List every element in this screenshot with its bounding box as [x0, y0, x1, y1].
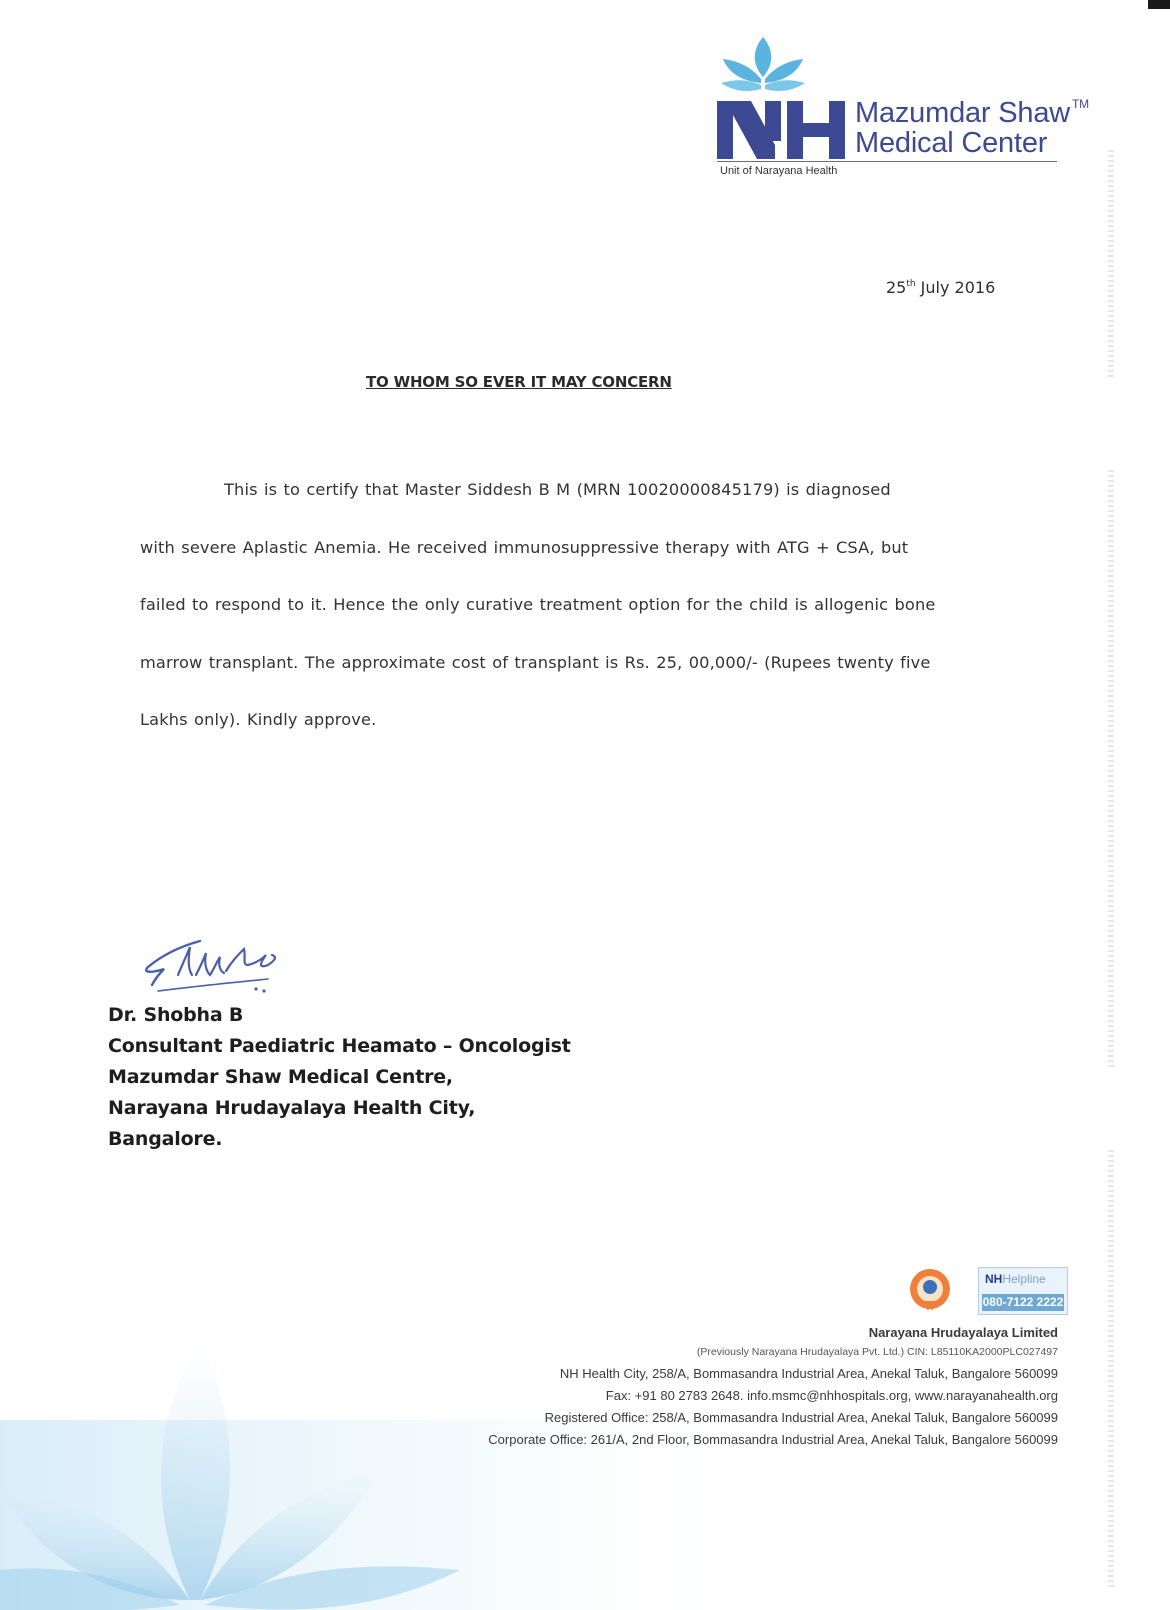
- footer-badges: [906, 1265, 1066, 1315]
- footer-address-block: [488, 1325, 1058, 1451]
- helpline-number: 080-7122 2222: [982, 1295, 1064, 1309]
- hospital-address: NH Health City, 258/A, Bommasandra Industrial Area, Anekal Taluk, Bangalore 560099: [559, 1366, 1058, 1381]
- corporate-office: Corporate Office: 261/A, 2nd Floor, Bommasandra Industrial Area, Anekal Taluk, Bangalore 560099: [488, 1432, 1058, 1447]
- scan-edge-artifact: [1108, 150, 1114, 380]
- signatory-block: [108, 1000, 571, 1155]
- helpline-badge: [978, 1267, 1068, 1315]
- accreditation-seal-icon: [906, 1265, 956, 1315]
- unit-label: Unit of Narayana Health: [720, 165, 838, 177]
- body-line: with severe Aplastic Anemia. He received immunosuppressive therapy with ATG + CSA, but: [140, 537, 909, 557]
- hospital-logo: [717, 35, 1089, 185]
- brand-name: Mazumdar Shaw ™: [855, 97, 1089, 129]
- signatory-title: Consultant Paediatric Heamato – Oncologist: [108, 1035, 571, 1057]
- body-line: marrow transplant. The approximate cost of transplant is Rs. 25, 00,000/- (Rupees twenty five: [140, 652, 931, 672]
- scan-corner-mark: [1148, 0, 1170, 9]
- body-line: This is to certify that Master Siddesh B M (MRN 10020000845179) is diagnosed: [224, 480, 891, 499]
- helpline-label: NHHelpline: [985, 1272, 1046, 1286]
- signatory-name: Dr. Shobha B: [108, 1004, 244, 1026]
- signatory-city: Bangalore.: [108, 1128, 223, 1150]
- handwritten-signature: [138, 935, 298, 1000]
- registered-office: Registered Office: 258/A, Bommasandra Industrial Area, Anekal Taluk, Bangalore 560099: [544, 1410, 1058, 1425]
- signatory-campus: Narayana Hrudayalaya Health City,: [108, 1097, 476, 1119]
- company-name: Narayana Hrudayalaya Limited: [868, 1325, 1058, 1340]
- contact-info: Fax: +91 80 2783 2648. info.msmc@nhhospitals.org, www.narayanahealth.org: [605, 1388, 1058, 1403]
- body-line: Lakhs only). Kindly approve.: [140, 710, 377, 729]
- lotus-nh-icon: [717, 35, 857, 161]
- scan-edge-artifact: [1108, 470, 1114, 1070]
- brand-subtitle: Medical Center: [855, 127, 1047, 162]
- body-line: failed to respond to it. Hence the only curative treatment option for the child is allogenic bone: [140, 595, 936, 614]
- letter-body: [140, 480, 1008, 768]
- letter-subject: TO WHOM SO EVER IT MAY CONCERN: [366, 373, 672, 391]
- letter-date: 25th July 2016: [886, 278, 996, 297]
- company-previous-name: (Previously Narayana Hrudayalaya Pvt. Ltd.) CIN: L85110KA2000PLC027497: [696, 1346, 1058, 1358]
- signatory-organization: Mazumdar Shaw Medical Centre,: [108, 1066, 453, 1088]
- logo-divider: [717, 161, 1057, 162]
